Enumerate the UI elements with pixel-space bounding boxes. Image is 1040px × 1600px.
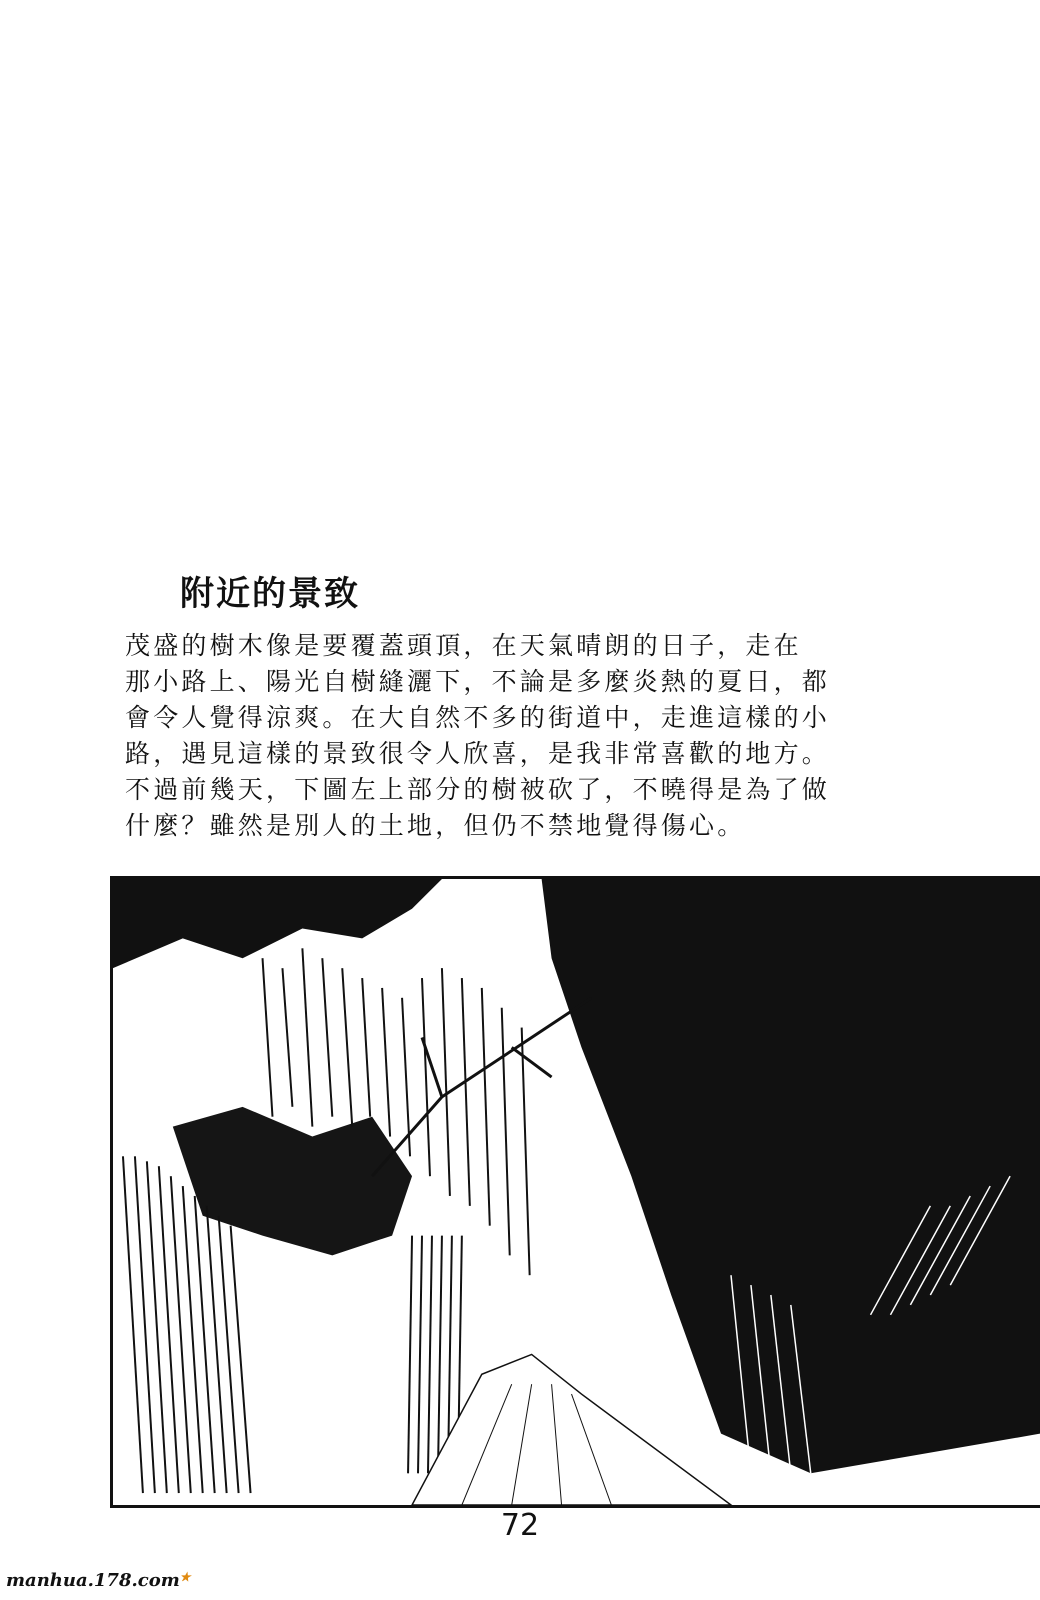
- body-line: 茂盛的樹木像是要覆蓋頭頂，在天氣晴朗的日子，走在: [125, 631, 802, 660]
- body-line: 不過前幾天，下圖左上部分的樹被砍了，不曉得是為了做: [125, 775, 831, 804]
- body-line: 那小路上、陽光自樹縫灑下，不論是多麼炎熱的夏日，都: [125, 667, 831, 696]
- star-icon: ★: [179, 1570, 191, 1584]
- page-number: 72: [500, 1508, 540, 1543]
- ink-drawing: [113, 879, 1040, 1505]
- tree-path-illustration: [110, 876, 1040, 1508]
- body-line: 路，遇見這樣的景致很令人欣喜，是我非常喜歡的地方。: [125, 739, 831, 768]
- watermark-text: manhua.178.com: [6, 1570, 180, 1591]
- branches: [372, 998, 591, 1176]
- site-watermark: [6, 1570, 191, 1591]
- dark-canopy-right: [542, 879, 1040, 1473]
- section-title: 附近的景致: [180, 574, 360, 614]
- body-line: 什麼？雖然是別人的土地，但仍不禁地覺得傷心。: [125, 811, 746, 840]
- dark-canopy-top-left: [113, 879, 442, 968]
- body-line: 會令人覺得涼爽。在大自然不多的街道中，走進這樣的小: [125, 703, 831, 732]
- body-paragraph: [125, 628, 947, 844]
